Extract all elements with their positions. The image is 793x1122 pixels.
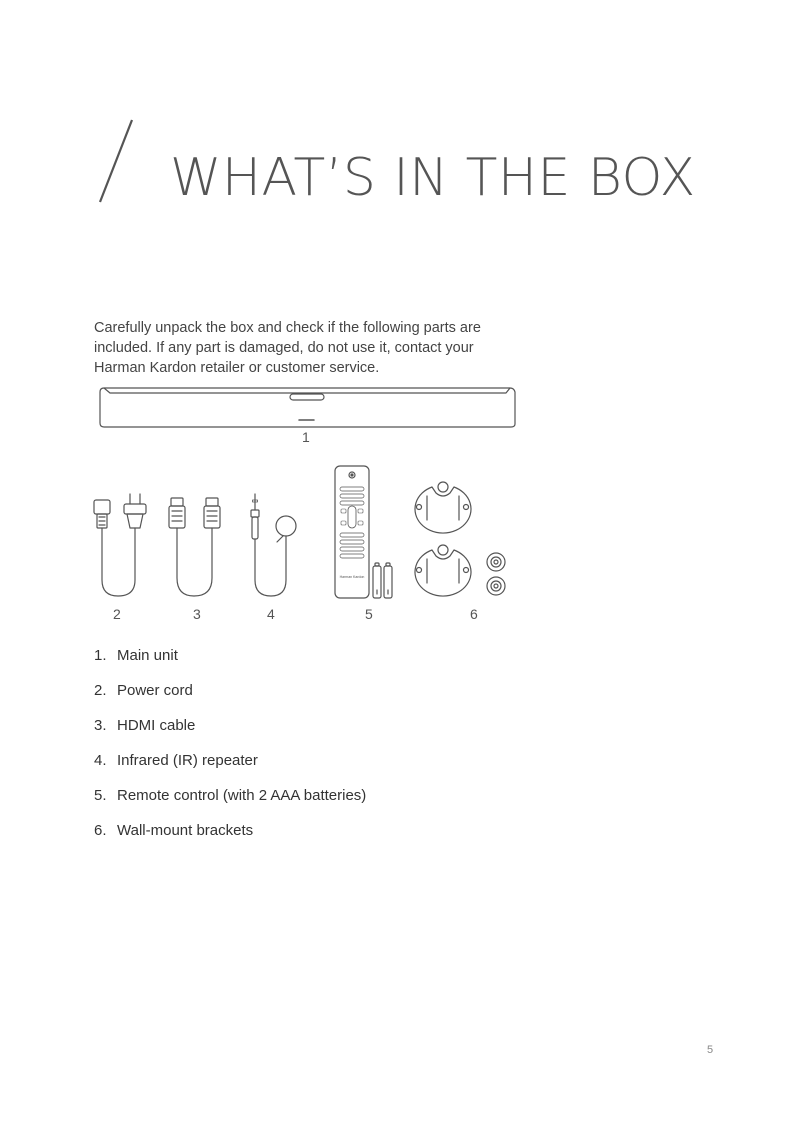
list-item: [94, 751, 366, 786]
list-item: [94, 716, 366, 751]
wall-mount-bracket-upper-illustration: [415, 482, 471, 533]
intro-line: Harman Kardon retailer or customer service.: [94, 360, 380, 376]
parts-list: [94, 646, 366, 856]
label-6: 6: [470, 606, 478, 622]
soundbar-illustration: [100, 388, 515, 427]
list-item-number: 5.: [94, 787, 107, 804]
wall-mount-bracket-lower-illustration: [415, 545, 471, 596]
list-item-label: Infrared (IR) repeater: [117, 752, 258, 769]
list-item-number: 1.: [94, 647, 107, 664]
remote-brand-text: Harman Kardon: [339, 575, 365, 579]
power-cord-illustration: [94, 494, 146, 596]
list-item: [94, 821, 366, 856]
label-5: 5: [365, 606, 373, 622]
list-item-label: Wall-mount brackets: [117, 822, 254, 839]
list-item: [94, 786, 366, 821]
list-item-label: Remote control (with 2 AAA batteries): [117, 787, 367, 804]
list-item: [94, 646, 366, 681]
list-item-number: 3.: [94, 717, 107, 734]
page-title: WHAT’S IN THE BOX: [170, 148, 696, 208]
list-item-number: 2.: [94, 682, 107, 699]
list-item-label: Power cord: [117, 682, 193, 699]
label-3: 3: [193, 606, 201, 622]
list-item-label: Main unit: [117, 647, 178, 664]
label-4: 4: [267, 606, 275, 622]
hdmi-cable-illustration: [169, 498, 220, 596]
ir-repeater-illustration: [251, 494, 296, 596]
intro-line: included. If any part is damaged, do not use it, contact your: [94, 340, 474, 356]
intro-line: Carefully unpack the box and check if the following parts are: [94, 320, 481, 336]
list-item: [94, 681, 366, 716]
aaa-batteries-illustration: [373, 563, 392, 598]
label-2: 2: [113, 606, 121, 622]
label-1: 1: [302, 429, 310, 445]
list-item-number: 6.: [94, 822, 107, 839]
list-item-label: HDMI cable: [117, 717, 196, 734]
wall-screws-illustration: [487, 553, 505, 595]
list-item-number: 4.: [94, 752, 107, 769]
page-number: 5: [707, 1044, 714, 1056]
